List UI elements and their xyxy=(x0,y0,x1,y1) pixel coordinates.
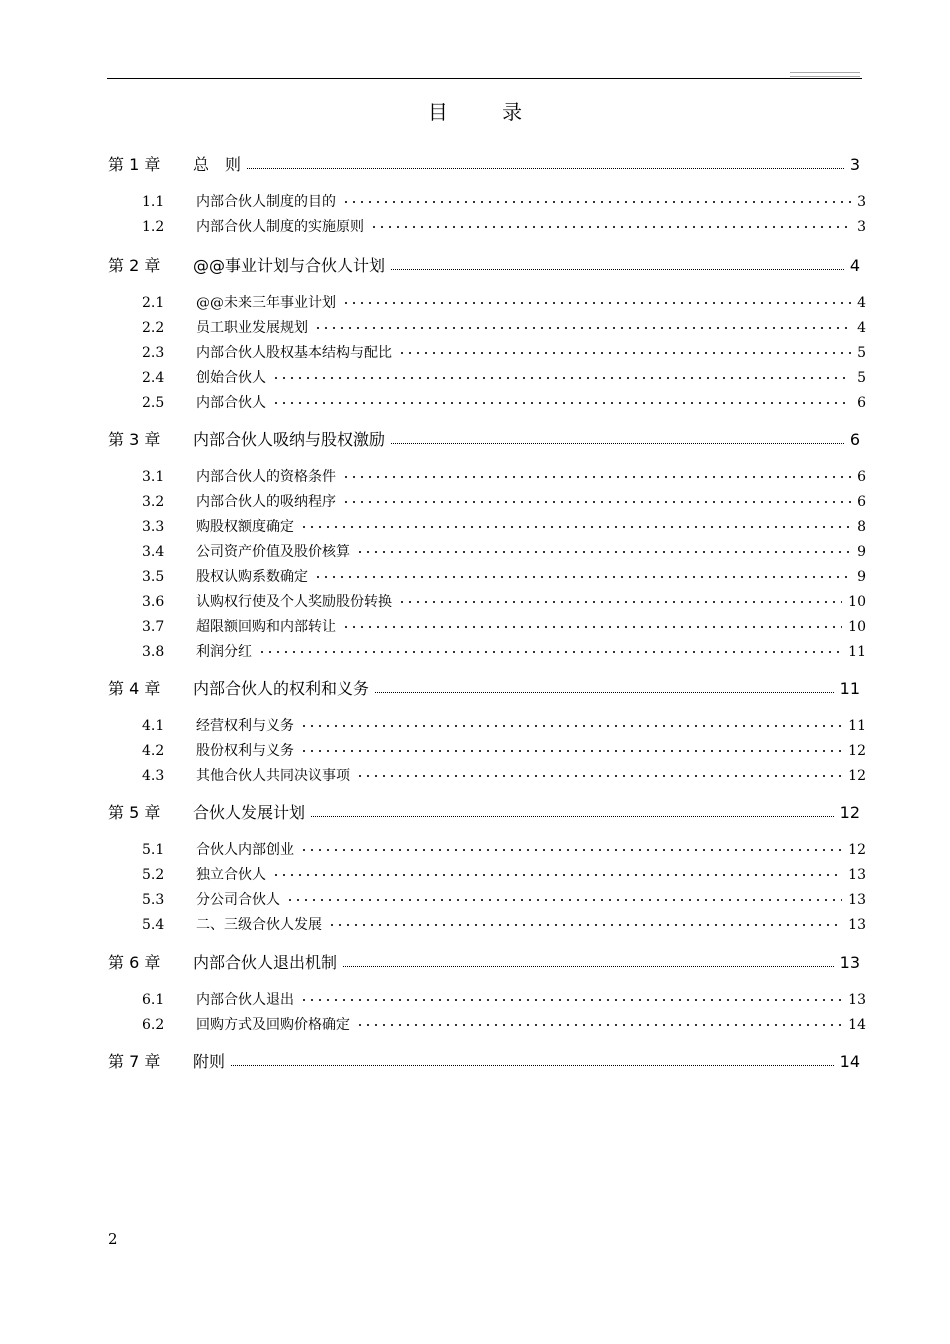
section-number: 5.2 xyxy=(142,867,165,883)
dot-leader xyxy=(272,393,851,407)
toc-section-entry[interactable] xyxy=(142,641,866,661)
toc-section-entry[interactable] xyxy=(142,317,866,337)
section-number: 6.1 xyxy=(142,992,165,1008)
dot-leader xyxy=(314,318,851,332)
toc-section-entry[interactable] xyxy=(142,864,866,884)
chapter-title: @@事业计划与合伙人计划 xyxy=(193,256,386,275)
dot-leader xyxy=(342,293,851,307)
section-title: 内部合伙人的资格条件 xyxy=(196,469,336,485)
section-number: 2.5 xyxy=(142,395,165,411)
toc-chapter-entry[interactable] xyxy=(108,1049,860,1072)
section-page-number: 4 xyxy=(857,295,866,311)
section-number: 2.2 xyxy=(142,320,165,336)
section-title: 购股权额度确定 xyxy=(196,519,294,535)
chapter-title: 内部合伙人退出机制 xyxy=(193,953,338,972)
chapter-number: 第 2 章 xyxy=(108,256,161,275)
toc-section-entry[interactable] xyxy=(142,541,866,561)
dot-leader xyxy=(342,492,851,506)
toc-chapter-entry[interactable] xyxy=(108,152,860,175)
section-page-number: 5 xyxy=(857,345,866,361)
dot-leader xyxy=(272,368,851,382)
section-page-number: 3 xyxy=(857,194,866,210)
section-number: 4.3 xyxy=(142,768,165,784)
toc-section-entry[interactable] xyxy=(142,1014,866,1034)
dot-leader xyxy=(398,343,851,357)
section-number: 5.1 xyxy=(142,842,165,858)
dot-leader xyxy=(391,443,844,444)
section-page-number: 10 xyxy=(848,594,866,610)
dot-leader xyxy=(356,766,842,780)
dot-leader xyxy=(343,966,834,967)
dot-leader xyxy=(300,517,851,531)
chapter-page-number: 13 xyxy=(839,953,860,972)
dot-leader xyxy=(342,192,851,206)
chapter-number: 第 5 章 xyxy=(108,803,161,822)
chapter-title: 总 则 xyxy=(193,155,242,174)
section-number: 3.6 xyxy=(142,594,165,610)
toc-section-entry[interactable] xyxy=(142,715,866,735)
chapter-page-number: 12 xyxy=(839,803,860,822)
toc-chapter-entry[interactable] xyxy=(108,676,860,699)
chapter-title: 合伙人发展计划 xyxy=(193,803,306,822)
section-title: 内部合伙人 xyxy=(196,395,266,411)
section-number: 4.2 xyxy=(142,743,165,759)
section-page-number: 12 xyxy=(848,842,866,858)
section-title: 创始合伙人 xyxy=(196,370,266,386)
section-title: 内部合伙人制度的实施原则 xyxy=(196,219,364,235)
section-page-number: 6 xyxy=(857,395,866,411)
section-page-number: 10 xyxy=(848,619,866,635)
section-title: 回购方式及回购价格确定 xyxy=(196,1017,350,1033)
toc-chapter-entry[interactable] xyxy=(108,950,860,973)
section-title: 利润分红 xyxy=(196,644,252,660)
section-title: 内部合伙人的吸纳程序 xyxy=(196,494,336,510)
section-title: 经营权利与义务 xyxy=(196,718,294,734)
toc-section-entry[interactable] xyxy=(142,516,866,536)
toc-section-entry[interactable] xyxy=(142,491,866,511)
section-number: 3.3 xyxy=(142,519,165,535)
chapter-page-number: 3 xyxy=(849,155,860,174)
toc-section-entry[interactable] xyxy=(142,342,866,362)
section-number: 1.1 xyxy=(142,194,165,210)
toc-section-entry[interactable] xyxy=(142,392,866,412)
toc-section-entry[interactable] xyxy=(142,889,866,909)
section-title: 认购权行使及个人奖励股份转换 xyxy=(196,594,392,610)
section-number: 2.4 xyxy=(142,370,165,386)
toc-section-entry[interactable] xyxy=(142,566,866,586)
section-number: 6.2 xyxy=(142,1017,165,1033)
section-page-number: 13 xyxy=(848,917,866,933)
toc-section-entry[interactable] xyxy=(142,367,866,387)
section-number: 2.3 xyxy=(142,345,165,361)
section-title: 其他合伙人共同决议事项 xyxy=(196,768,350,784)
dot-leader xyxy=(300,990,842,1004)
section-page-number: 11 xyxy=(848,644,866,660)
toc-section-entry[interactable] xyxy=(142,466,866,486)
section-title: 公司资产价值及股价核算 xyxy=(196,544,350,560)
toc-chapter-entry[interactable] xyxy=(108,427,860,450)
dot-leader xyxy=(247,168,844,169)
dot-leader xyxy=(356,1015,842,1029)
section-number: 3.7 xyxy=(142,619,165,635)
dot-leader xyxy=(300,741,842,755)
section-number: 5.3 xyxy=(142,892,165,908)
page-number: 2 xyxy=(108,1230,118,1248)
dot-leader xyxy=(286,890,842,904)
dot-leader xyxy=(328,915,842,929)
dot-leader xyxy=(258,642,842,656)
toc-chapter-entry[interactable] xyxy=(108,800,860,823)
dot-leader xyxy=(370,217,851,231)
toc-section-entry[interactable] xyxy=(142,616,866,636)
section-page-number: 12 xyxy=(848,768,866,784)
toc-title: 目 录 xyxy=(427,100,547,124)
section-page-number: 6 xyxy=(857,494,866,510)
dot-leader xyxy=(342,467,851,481)
header-mark xyxy=(790,72,860,77)
section-page-number: 6 xyxy=(857,469,866,485)
chapter-title: 内部合伙人吸纳与股权激励 xyxy=(193,430,386,449)
section-page-number: 13 xyxy=(848,867,866,883)
toc-section-entry[interactable] xyxy=(142,591,866,611)
section-number: 4.1 xyxy=(142,718,165,734)
section-number: 3.8 xyxy=(142,644,165,660)
toc-section-entry[interactable] xyxy=(142,765,866,785)
section-title: @@未来三年事业计划 xyxy=(196,295,336,311)
dot-leader xyxy=(398,592,842,606)
chapter-title: 内部合伙人的权利和义务 xyxy=(193,679,370,698)
section-page-number: 11 xyxy=(848,718,866,734)
chapter-number: 第 6 章 xyxy=(108,953,161,972)
header-rule xyxy=(107,78,862,79)
section-page-number: 13 xyxy=(848,892,866,908)
section-number: 3.1 xyxy=(142,469,165,485)
section-number: 5.4 xyxy=(142,917,165,933)
section-title: 超限额回购和内部转让 xyxy=(196,619,336,635)
section-number: 3.4 xyxy=(142,544,165,560)
section-page-number: 3 xyxy=(857,219,866,235)
chapter-page-number: 14 xyxy=(839,1052,860,1071)
chapter-page-number: 6 xyxy=(849,430,860,449)
section-title: 内部合伙人股权基本结构与配比 xyxy=(196,345,392,361)
dot-leader xyxy=(311,816,834,817)
chapter-number: 第 4 章 xyxy=(108,679,161,698)
toc-section-entry[interactable] xyxy=(142,989,866,1009)
section-page-number: 8 xyxy=(857,519,866,535)
section-title: 二、三级合伙人发展 xyxy=(196,917,322,933)
dot-leader xyxy=(314,567,851,581)
chapter-number: 第 7 章 xyxy=(108,1052,161,1071)
section-title: 分公司合伙人 xyxy=(196,892,280,908)
section-title: 合伙人内部创业 xyxy=(196,842,294,858)
section-page-number: 9 xyxy=(857,569,866,585)
section-number: 3.5 xyxy=(142,569,165,585)
chapter-title: 附则 xyxy=(193,1052,226,1071)
toc-section-entry[interactable] xyxy=(142,740,866,760)
section-page-number: 12 xyxy=(848,743,866,759)
section-title: 内部合伙人退出 xyxy=(196,992,294,1008)
dot-leader xyxy=(272,865,842,879)
dot-leader xyxy=(342,617,842,631)
section-page-number: 13 xyxy=(848,992,866,1008)
toc-section-entry[interactable] xyxy=(142,839,866,859)
section-number: 2.1 xyxy=(142,295,165,311)
section-title: 股份权利与义务 xyxy=(196,743,294,759)
section-title: 股权认购系数确定 xyxy=(196,569,308,585)
section-title: 独立合伙人 xyxy=(196,867,266,883)
dot-leader xyxy=(300,840,842,854)
section-title: 员工职业发展规划 xyxy=(196,320,308,336)
toc-section-entry[interactable] xyxy=(142,216,866,236)
dot-leader xyxy=(375,692,834,693)
section-number: 1.2 xyxy=(142,219,165,235)
dot-leader xyxy=(356,542,851,556)
section-page-number: 5 xyxy=(857,370,866,386)
section-page-number: 14 xyxy=(848,1017,866,1033)
chapter-number: 第 1 章 xyxy=(108,155,161,174)
chapter-page-number: 11 xyxy=(839,679,860,698)
section-number: 3.2 xyxy=(142,494,165,510)
section-title: 内部合伙人制度的目的 xyxy=(196,194,336,210)
section-page-number: 4 xyxy=(857,320,866,336)
toc-section-entry[interactable] xyxy=(142,292,866,312)
chapter-page-number: 4 xyxy=(849,256,860,275)
section-page-number: 9 xyxy=(857,544,866,560)
dot-leader xyxy=(300,716,842,730)
toc-section-entry[interactable] xyxy=(142,191,866,211)
dot-leader xyxy=(391,269,844,270)
toc-chapter-entry[interactable] xyxy=(108,253,860,276)
chapter-number: 第 3 章 xyxy=(108,430,161,449)
dot-leader xyxy=(231,1065,834,1066)
toc-section-entry[interactable] xyxy=(142,914,866,934)
